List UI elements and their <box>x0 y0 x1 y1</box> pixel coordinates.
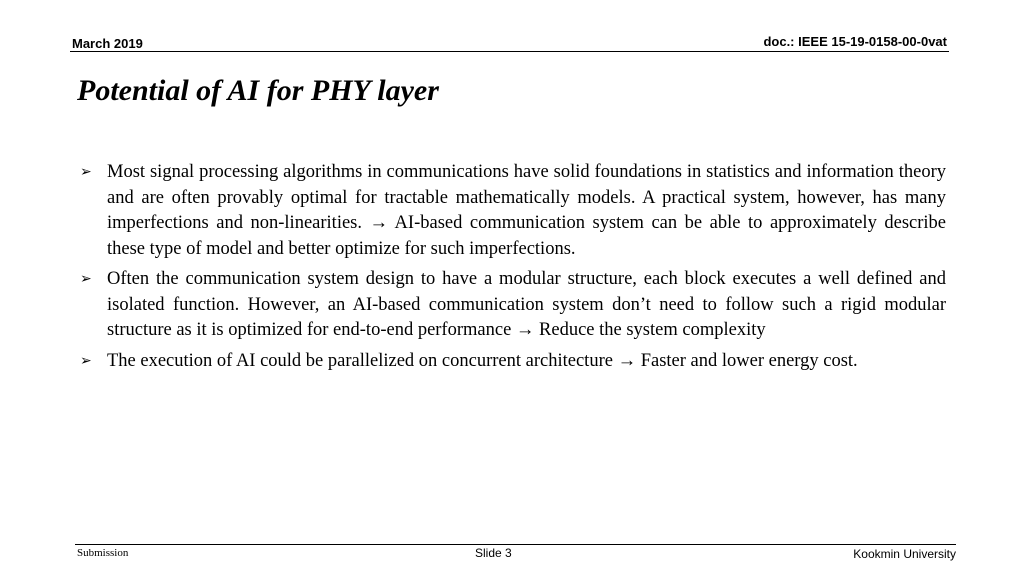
bullet-text: Most signal processing algorithms in communications have solid foundations in statistics and information theory and are often provably optimal for tractable mathematically models. A practical system, however, has many imperfections and non-linearities. → AI-based communication system can be able to approximately describe these type of model and better optimize for such imperfections. <box>107 162 946 259</box>
arrow-bullet-icon: ➢ <box>80 164 92 180</box>
footer-slide-number: Slide 3 <box>475 546 512 560</box>
header-date: March 2019 <box>72 36 143 51</box>
slide-title: Potential of AI for PHY layer <box>77 74 439 107</box>
footer-divider <box>75 544 956 545</box>
bullet-text: The execution of AI could be parallelized on concurrent architecture → Faster and lower energy cost. <box>107 350 858 371</box>
bullet-list <box>80 160 946 379</box>
header-doc-id: doc.: IEEE 15-19-0158-00-0vat <box>763 34 947 49</box>
footer-submission: Submission <box>77 547 129 559</box>
bullet-text: Often the communication system design to have a modular structure, each block executes a well defined and isolated function. However, an AI-based communication system don’t need to follow such a rigid modular structure as it is optimized for end-to-end performance → Reduce the system complexity <box>107 269 946 340</box>
bullet-item <box>80 160 946 262</box>
footer-organization: Kookmin University <box>853 547 956 561</box>
arrow-bullet-icon: ➢ <box>80 352 92 369</box>
bullet-item <box>80 349 946 375</box>
bullet-item <box>80 267 946 344</box>
header-divider <box>70 51 949 52</box>
arrow-bullet-icon: ➢ <box>80 271 92 287</box>
